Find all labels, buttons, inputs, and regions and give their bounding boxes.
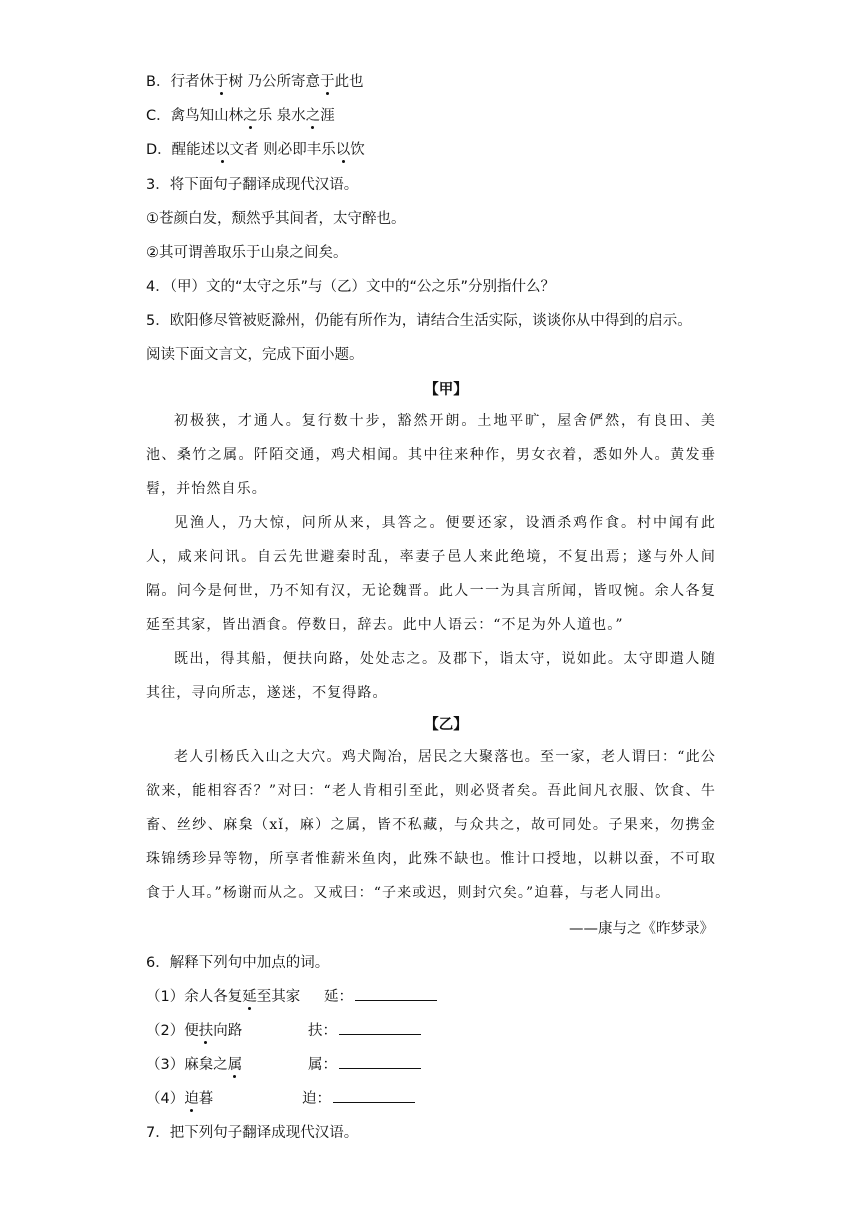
question-3-sentence-1: ①苍颜白发，颓然乎其间者，太守醉也。 [146,211,406,227]
passage-yi-paragraph: 老人引杨氏入山之大穴。鸡犬陶冶，居民之大聚落也。至一家，老人谓曰：“此公欲来，能相容否？”对曰：“老人肯相引至此，则必贤者矣。吾此间凡衣服、饮食、牛畜、丝纱、麻枲（xǐ，麻）之属，皆不私藏，与众共之，故可同处。子果来，勿携金珠锦绣珍异等物，所享者惟薪米鱼肉，此殊不缺也。惟计口授地，以耕以蚕，不可取食于人耳。”杨谢而从之。又戒曰：“子来或迟，则封穴矣。”迫暮，与老人同出。 [146,749,716,901]
dotted-char: 之 [243,108,258,124]
dotted-char: 之 [305,108,321,124]
dotted-char: 属 [227,1057,243,1073]
answer-blank[interactable] [339,1055,421,1069]
answer-blank[interactable] [355,987,437,1001]
question-6-item-1: （1）余人各复延至其家 延： [146,985,437,1006]
dotted-char: 延 [242,989,257,1005]
passage-source: ——康与之《昨梦录》 [569,921,714,937]
question-6-item-2: （2）便扶向路 扶： [146,1019,421,1040]
passage-jia-paragraph-1: 初极狭，才通人。复行数十步，豁然开朗。土地平旷，屋舍俨然，有良田、美池、桑竹之属。阡陌交通，鸡犬相闻。其中往来种作，男女衣着，悉如外人。黄发垂髫，并怡然自乐。 [146,413,716,497]
passage-yi-heading: 【乙】 [424,717,468,733]
question-4: 4．（甲）文的“太守之乐”与（乙）文中的“公之乐”分别指什么？ [146,279,556,295]
option-b: B．行者休于树 乃公所寄意于此也 [146,74,364,90]
passage-jia-paragraph-2: 见渔人，乃大惊，问所从来，具答之。便要还家，设酒杀鸡作食。村中闻有此人，咸来问讯。自云先世避秦时乱，率妻子邑人来此绝境，不复出焉；遂与外人间隔。问今是何世，乃不知有汉，无论魏晋。此人一一为具言所闻，皆叹惋。余人各复延至其家，皆出酒食。停数日，辞去。此中人语云：“不足为外人道也。” [146,515,716,633]
question-3-title: 3．将下面句子翻译成现代汉语。 [146,177,359,193]
question-6-item-4: （4）迫暮 迫： [146,1087,415,1108]
dotted-char: 扶 [198,1023,214,1039]
question-6-item-3: （3）麻枲之属 属： [146,1053,421,1074]
dotted-char: 以 [215,142,230,158]
passage-jia-paragraph-3: 既出，得其船，便扶向路，处处志之。及郡下，诣太守，说如此。太守即遣人随其往，寻向所志，遂迷，不复得路。 [146,651,716,701]
dotted-char: 迫 [184,1091,199,1107]
option-d: D．醒能述以文者 则必即丰乐以饮 [146,142,365,158]
question-7: 7．把下列句子翻译成现代汉语。 [146,1125,359,1141]
option-c: C．禽鸟知山林之乐 泉水之涯 [146,108,335,124]
dotted-char: 于 [320,74,335,90]
dotted-char: 以 [335,142,351,158]
question-5: 5．欧阳修尽管被贬滁州，仍能有所作为，请结合生活实际，谈谈你从中得到的启示。 [146,313,692,329]
answer-blank[interactable] [339,1021,421,1035]
question-6-title: 6．解释下列句中加点的词。 [146,955,330,971]
answer-blank[interactable] [333,1089,415,1103]
dotted-char: 于 [213,74,229,90]
reading-intro: 阅读下面文言文，完成下面小题。 [146,347,364,363]
passage-jia-heading: 【甲】 [424,382,468,398]
question-3-sentence-2: ②其可谓善取乐于山泉之间矣。 [146,245,348,261]
